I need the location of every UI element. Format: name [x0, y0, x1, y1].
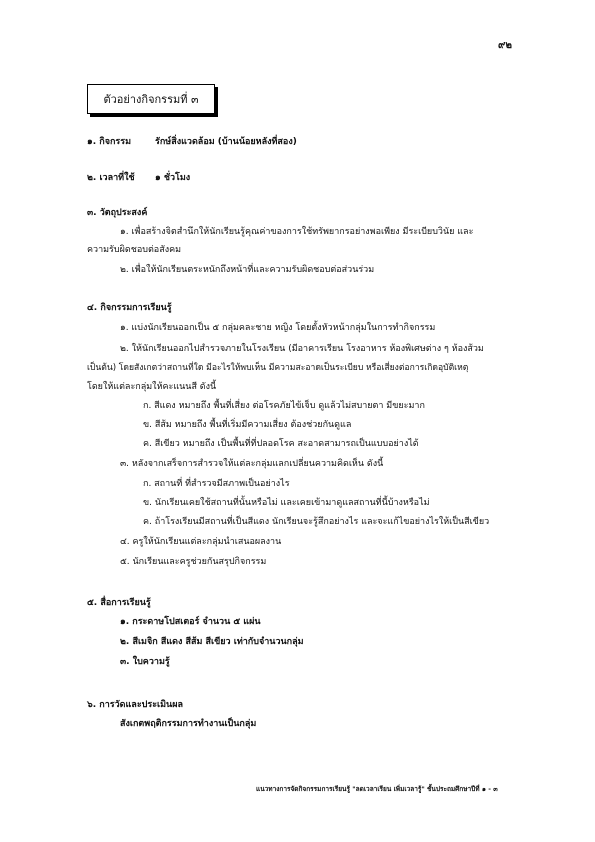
- materials-heading: ๕. สื่อการเรียนรู้: [87, 598, 151, 608]
- page-footer: แนวทางการจัดกิจกรรมการเรียนรู้ "ลดเวลาเรียน เพิ่มเวลารู้" ชั้นประถมศึกษาปีที่ ๑ - ๓: [256, 785, 498, 793]
- color-green: ค. สีเขียว หมายถึง เป็นพื้นที่ที่ปลอดโรค สะอาดสามารถเป็นแบบอย่างได้: [143, 439, 419, 449]
- page-number: ๙๒: [498, 40, 512, 51]
- question-a: ก. สถานที่ ที่สำรวจมีสภาพเป็นอย่างไร: [143, 479, 290, 489]
- process-step-2-line-3: โดยให้แต่ละกลุ่มให้คะแนนสี ดังนี้: [87, 382, 217, 392]
- evaluation-heading: ๖. การวัดและประเมินผล: [87, 700, 183, 710]
- process-step-5: ๕. นักเรียนและครูช่วยกันสรุปกิจกรรม: [120, 557, 267, 567]
- color-red: ก. สีแดง หมายถึง พื้นที่เสี่ยง ต่อโรคภัยไข้เจ็บ ดูแล้วไม่สบายตา มีขยะมาก: [143, 401, 425, 411]
- activity-title: ตัวอย่างกิจกรรมที่ ๓: [103, 93, 199, 106]
- time-label: ๒. เวลาที่ใช้: [87, 173, 135, 183]
- material-2: ๒. สีเมจิก สีแดง สีส้ม สีเขียว เท่ากับจำนวนกลุ่ม: [120, 637, 304, 647]
- question-b: ข. นักเรียนเคยใช้สถานที่นั้นหรือไม่ และเคยเข้ามาดูแลสถานที่นี้บ้างหรือไม่: [143, 498, 430, 508]
- process-step-4: ๔. ครูให้นักเรียนแต่ละกลุ่มนำเสนอผลงาน: [120, 537, 282, 547]
- objectives-heading: ๓. วัตถุประสงค์: [87, 208, 148, 218]
- evaluation-item: สังเกตพฤติกรรมการทำงานเป็นกลุ่ม: [120, 719, 257, 729]
- time-value: ๑ ชั่วโมง: [155, 173, 191, 183]
- objective-2: ๒. เพื่อให้นักเรียนตระหนักถึงหน้าที่และความรับผิดชอบต่อส่วนร่วม: [120, 265, 375, 275]
- question-c: ค. ถ้าโรงเรียนมีสถานที่เป็นสีแดง นักเรียนจะรู้สึกอย่างไร และจะแก้ไขอย่างไรให้เป็นสีเขียว: [143, 517, 490, 527]
- objective-1-line-2: ความรับผิดชอบต่อสังคม: [87, 245, 182, 255]
- process-step-2-line-1: ๒. ให้นักเรียนออกไปสำรวจภายในโรงเรียน (มีอาคารเรียน โรงอาหาร ห้องพิเศษต่าง ๆ ห้องส้วม: [120, 344, 484, 354]
- activity-value: รักษ์สิ่งแวดล้อม (บ้านน้อยหลังที่สอง): [155, 137, 297, 147]
- material-1: ๑. กระดาษโปสเตอร์ จำนวน ๕ แผ่น: [120, 617, 261, 627]
- process-step-1: ๑. แบ่งนักเรียนออกเป็น ๕ กลุ่มคละชาย หญิง โดยตั้งหัวหน้ากลุ่มในการทำกิจกรรม: [120, 323, 436, 333]
- objective-1-line-1: ๑. เพื่อสร้างจิตสำนึกให้นักเรียนรู้คุณค่าของการใช้ทรัพยากรอย่างพอเพียง มีระเบียบวินัย และ: [120, 227, 474, 237]
- activity-title-box: [87, 84, 215, 114]
- process-step-3: ๓. หลังจากเสร็จการสำรวจให้แต่ละกลุ่มแลกเปลี่ยนความคิดเห็น ดังนี้: [120, 459, 384, 469]
- material-3: ๓. ใบความรู้: [120, 657, 170, 667]
- process-step-2-line-2: เป็นต้น) โดยสังเกตว่าสถานที่ใด มีอะไรให้พบเห็น มีความสะอาดเป็นระเบียบ หรือเสี่ยงต่อการเกิดอุบัติเหตุ: [87, 363, 469, 373]
- process-heading: ๔. กิจกรรมการเรียนรู้: [87, 303, 172, 313]
- color-orange: ข. สีส้ม หมายถึง พื้นที่เริ่มมีความเสี่ยง ต้องช่วยกันดูแล: [143, 420, 352, 430]
- activity-label: ๑. กิจกรรม: [87, 137, 132, 147]
